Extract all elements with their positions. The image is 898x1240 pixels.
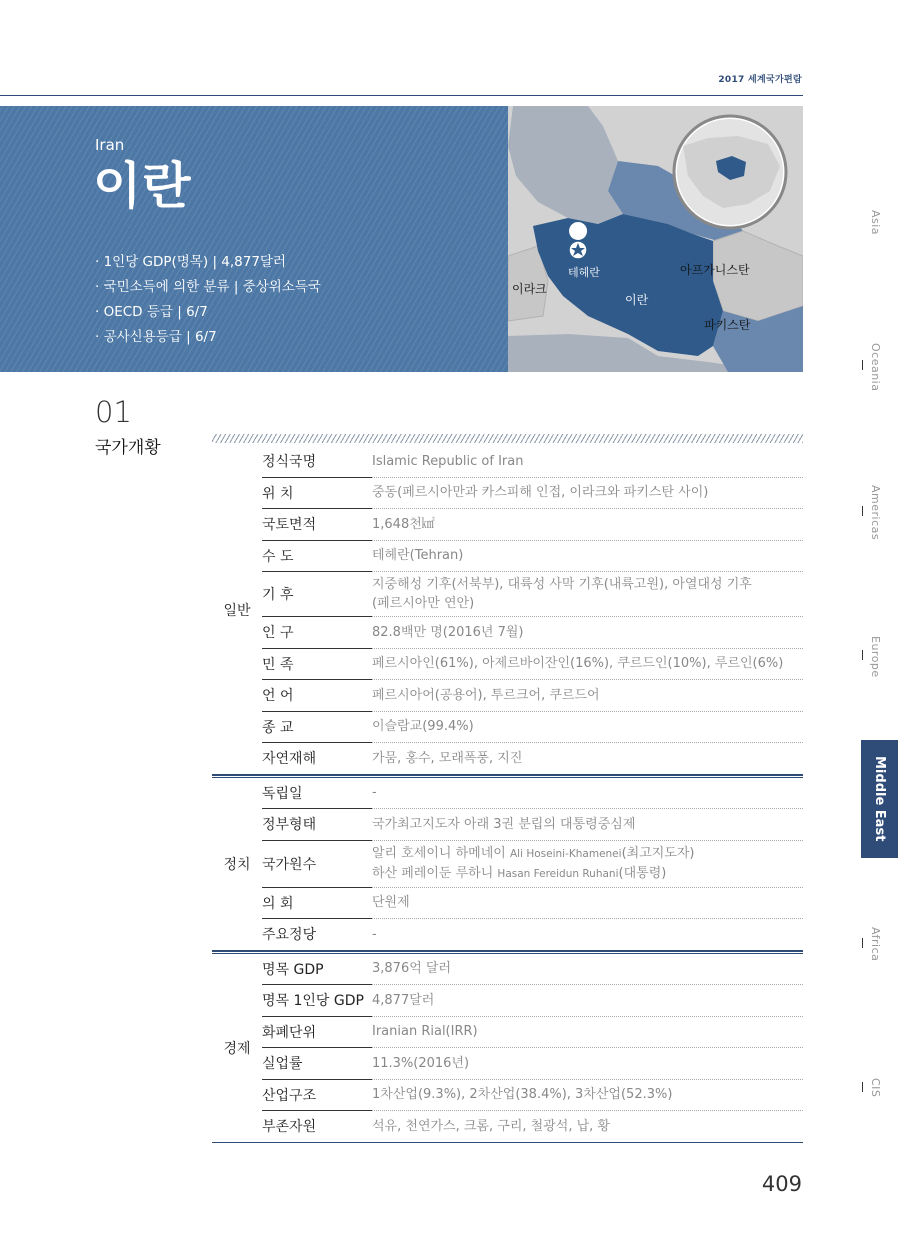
row-label: 기 후 [262, 571, 372, 616]
row-value: 11.3%(2016년) [372, 1055, 470, 1071]
table-row [262, 887, 803, 919]
row-value: 페르시아인(61%), 아제르바이잔인(16%), 쿠르드인(10%), 루르인(6%) [372, 656, 784, 672]
table-row [262, 778, 803, 809]
fact-gdp: · 1인당 GDP(명목) | 4,877달러 [95, 254, 287, 270]
header-rule [0, 95, 803, 96]
value-fragment: 하산 페레이둔 루하니 [372, 865, 498, 881]
row-label: 화폐단위 [262, 1016, 372, 1048]
page-number: 409 [761, 1172, 802, 1196]
row-label: 산업구조 [262, 1079, 372, 1111]
side-tick [862, 1082, 863, 1092]
section-divider [212, 434, 803, 443]
map-label-afghanistan: 아프가니스탄 [680, 263, 750, 277]
row-value: 단원제 [372, 895, 410, 911]
row-label: 언 어 [262, 679, 372, 711]
side-tab-cis[interactable]: CIS [869, 1078, 882, 1098]
side-tick [862, 506, 863, 516]
fact-credit-grade: · 공사신용등급 | 6/7 [95, 329, 217, 345]
row-value: 3,876억 달러 [372, 961, 452, 977]
row-label: 민 족 [262, 648, 372, 680]
row-value: 중동(페르시아만과 카스피해 인접, 이라크와 파키스탄 사이) [372, 485, 709, 501]
row-label: 부존자원 [262, 1110, 372, 1142]
section-number: 01 [95, 395, 132, 429]
row-label: 위 치 [262, 477, 372, 509]
row-label: 수 도 [262, 540, 372, 572]
table-row [262, 984, 803, 1016]
group-label-general: 일반 [223, 602, 251, 619]
table-row [262, 508, 803, 540]
table-row [262, 616, 803, 648]
value-fragment: Ali Hoseini-Khamenei [509, 847, 622, 860]
table-row [262, 648, 803, 680]
group-general [212, 446, 803, 775]
value-fragment: (대통령) [618, 865, 667, 881]
row-value: 이슬람교(99.4%) [372, 719, 474, 735]
row-value: - [372, 926, 377, 942]
side-tab-africa[interactable]: Africa [869, 927, 882, 962]
section-title: 국가개황 [95, 438, 161, 458]
head-of-state-line-2 [372, 864, 803, 884]
group-politics [212, 775, 803, 951]
row-value: Iranian Rial(IRR) [372, 1024, 478, 1040]
overview-table [212, 446, 803, 1143]
table-row [262, 918, 803, 950]
row-value: 82.8백만 명(2016년 7월) [372, 624, 524, 640]
value-fragment: Hasan Fereidun Ruhani [497, 867, 619, 880]
group-label-politics: 정치 [223, 856, 251, 873]
value-fragment: (최고지도자) [621, 845, 695, 861]
map-svg [508, 106, 803, 372]
side-tick [862, 650, 863, 660]
map-label-capital: 테헤란 [568, 266, 600, 279]
row-value: 페르시아어(공용어), 투르크어, 쿠르드어 [372, 687, 600, 703]
side-tick [862, 360, 863, 370]
row-label: 명목 GDP [262, 961, 324, 978]
side-tab-europe[interactable]: Europe [869, 636, 882, 678]
fact-oecd-grade: · OECD 등급 | 6/7 [95, 304, 208, 320]
key-facts [95, 250, 321, 350]
row-label: 독립일 [262, 785, 303, 802]
row-label: 의 회 [262, 887, 372, 919]
table-row [262, 840, 803, 887]
table-row [262, 1079, 803, 1111]
row-value: Islamic Republic of Iran [372, 453, 524, 469]
row-label: 명목 1인당 GDP [262, 984, 372, 1016]
group-label-economy: 경제 [223, 1040, 251, 1057]
row-value [372, 841, 803, 887]
row-label: 자연재해 [262, 742, 372, 774]
row-label: 국토면적 [262, 508, 372, 540]
map-label-iran: 이란 [625, 293, 649, 307]
row-label: 국가원수 [262, 840, 372, 887]
row-value: 가뭄, 홍수, 모래폭풍, 지진 [372, 750, 523, 766]
row-label: 정식국명 [262, 454, 317, 471]
row-label: 주요정당 [262, 918, 372, 950]
location-map [508, 106, 803, 372]
table-row [262, 679, 803, 711]
table-row [262, 1016, 803, 1048]
row-value: 1차산업(9.3%), 2차산업(38.4%), 3차산업(52.3%) [372, 1087, 673, 1103]
table-row [262, 571, 803, 616]
side-tab-asia[interactable]: Asia [869, 210, 882, 236]
row-label: 인 구 [262, 616, 372, 648]
side-tab-middle-east[interactable]: Middle East [861, 740, 898, 858]
table-row [262, 954, 803, 985]
book-title: 2017 세계국가편람 [718, 75, 802, 85]
climate-line-1: 지중해성 기후(서북부), 대륙성 사막 기후(내륙고원), 아열대성 기후 [372, 577, 752, 592]
table-row [262, 477, 803, 509]
row-label: 종 교 [262, 711, 372, 743]
table-row [262, 808, 803, 840]
climate-line-2: (페르시아만 연안) [372, 596, 475, 611]
row-value [372, 572, 803, 616]
group-economy [212, 951, 803, 1143]
fact-income-class: · 국민소득에 의한 분류 | 중상위소득국 [95, 279, 321, 295]
row-value: 1,648천㎢ [372, 516, 435, 532]
side-tick [862, 938, 863, 948]
row-value: 테헤란(Tehran) [372, 548, 464, 564]
side-tab-oceania[interactable]: Oceania [869, 343, 882, 392]
row-value: - [372, 785, 377, 801]
table-row [262, 742, 803, 774]
row-value: 4,877달러 [372, 992, 435, 1008]
table-row [262, 711, 803, 743]
row-label: 실업률 [262, 1047, 372, 1079]
table-row [262, 1110, 803, 1142]
country-name-ko: 이란 [93, 157, 192, 215]
map-label-pakistan: 파키스탄 [704, 318, 751, 332]
table-row [262, 446, 803, 477]
value-fragment: 알리 호세이니 하메네이 [372, 845, 510, 861]
map-label-iraq: 이라크 [512, 282, 547, 296]
row-label: 정부형태 [262, 808, 372, 840]
row-value: 석유, 천연가스, 크롬, 구리, 철광석, 납, 황 [372, 1118, 610, 1134]
row-value: 국가최고지도자 아래 3권 분립의 대통령중심제 [372, 816, 636, 832]
globe-inset [674, 116, 786, 228]
head-of-state-line-1 [372, 844, 803, 864]
table-row [262, 1047, 803, 1079]
side-tab-americas[interactable]: Americas [869, 485, 882, 541]
table-row [262, 540, 803, 572]
country-name-en: Iran [95, 136, 125, 154]
